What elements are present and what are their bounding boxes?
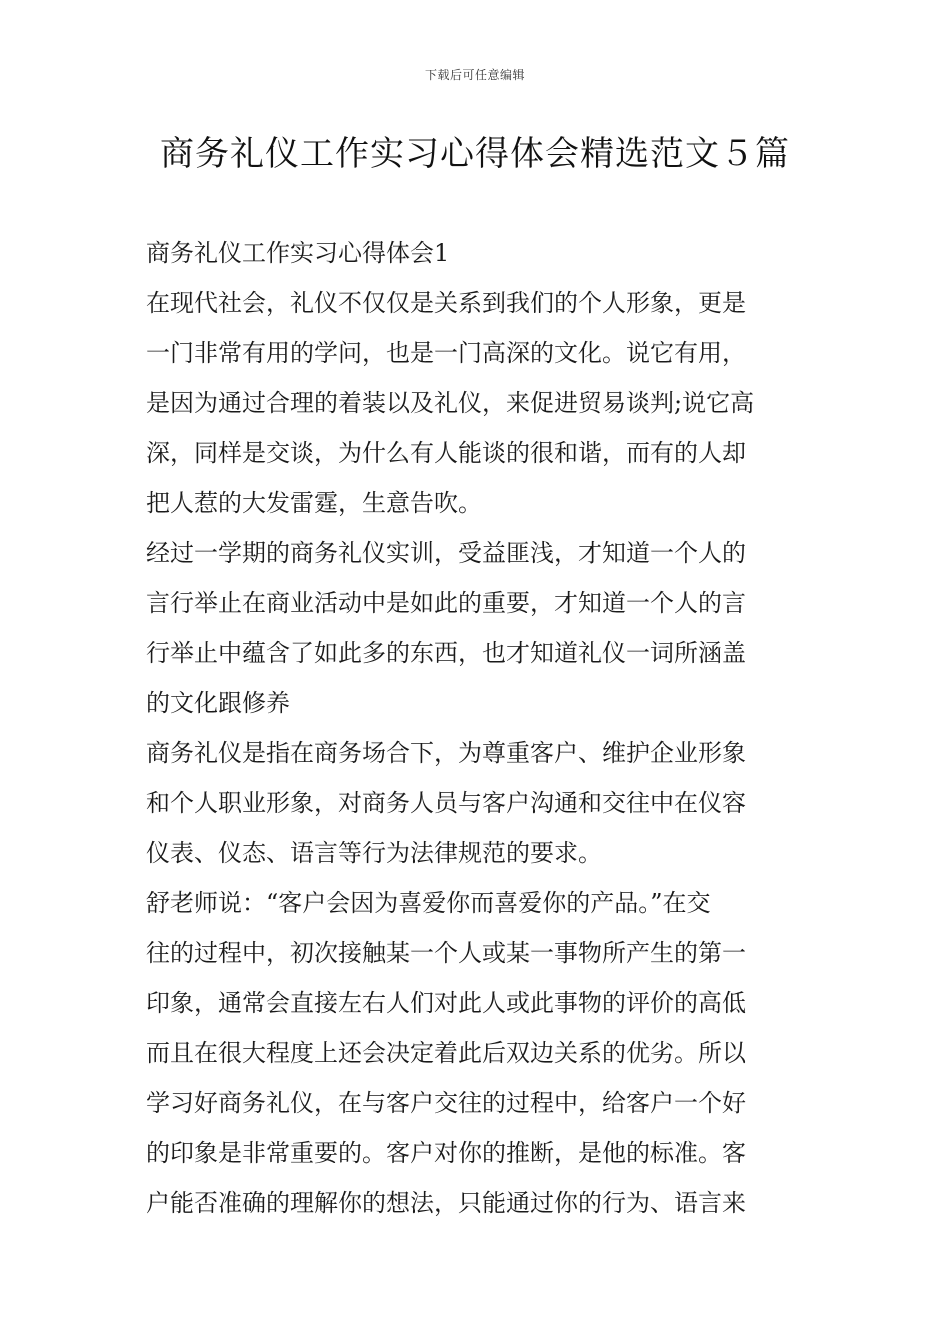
paragraph-line: 户能否准确的理解你的想法，只能通过你的行为、语言来 [146,1189,746,1217]
paragraph-line: 舒老师说：“客户会因为喜爱你而喜爱你的产品。”在交 [146,889,711,917]
paragraph-3 [146,728,806,878]
document-body [146,228,806,1228]
paragraph-line: 言行举止在商业活动中是如此的重要，才知道一个人的言 [146,589,746,617]
header-note: 下载后可任意编辑 [424,68,525,82]
paragraph-line: 往的过程中，初次接触某一个人或某一事物所产生的第一 [146,939,746,967]
paragraph-line: 把人惹的大发雷霆，生意告吹。 [146,489,482,517]
paragraph-line: 仪表、仪态、语言等行为法律规范的要求。 [146,839,602,867]
paragraph-line: 而且在很大程度上还会决定着此后双边关系的优劣。所以 [146,1039,746,1067]
paragraph-line: 深，同样是交谈，为什么有人能谈的很和谐，而有的人却 [146,439,746,467]
paragraph-line: 学习好商务礼仪，在与客户交往的过程中，给客户一个好 [146,1089,746,1117]
paragraph-line: 商务礼仪是指在商务场合下，为尊重客户、维护企业形象 [146,739,746,767]
paragraph-line: 一门非常有用的学问，也是一门高深的文化。说它有用， [146,339,746,367]
paragraph-line: 的印象是非常重要的。客户对你的推断，是他的标准。客 [146,1139,746,1167]
paragraph-line: 印象，通常会直接左右人们对此人或此事物的评价的高低 [146,989,746,1017]
section-heading: 商务礼仪工作实习心得体会1 [146,239,450,267]
paragraph-line: 在现代社会，礼仪不仅仅是关系到我们的个人形象，更是 [146,289,746,317]
document-title: 商务礼仪工作实习心得体会精选范文５篇 [160,134,790,174]
paragraph-line: 是因为通过合理的着装以及礼仪，来促进贸易谈判;说它高 [146,389,755,417]
paragraph-line: 的文化跟修养 [146,689,290,717]
paragraph-1 [146,278,806,528]
paragraph-4 [146,878,806,1228]
paragraph-2 [146,528,806,728]
paragraph-line: 行举止中蕴含了如此多的东西，也才知道礼仪一词所涵盖 [146,639,746,667]
paragraph-line: 经过一学期的商务礼仪实训，受益匪浅，才知道一个人的 [146,539,746,567]
paragraph-line: 和个人职业形象，对商务人员与客户沟通和交往中在仪容 [146,789,746,817]
